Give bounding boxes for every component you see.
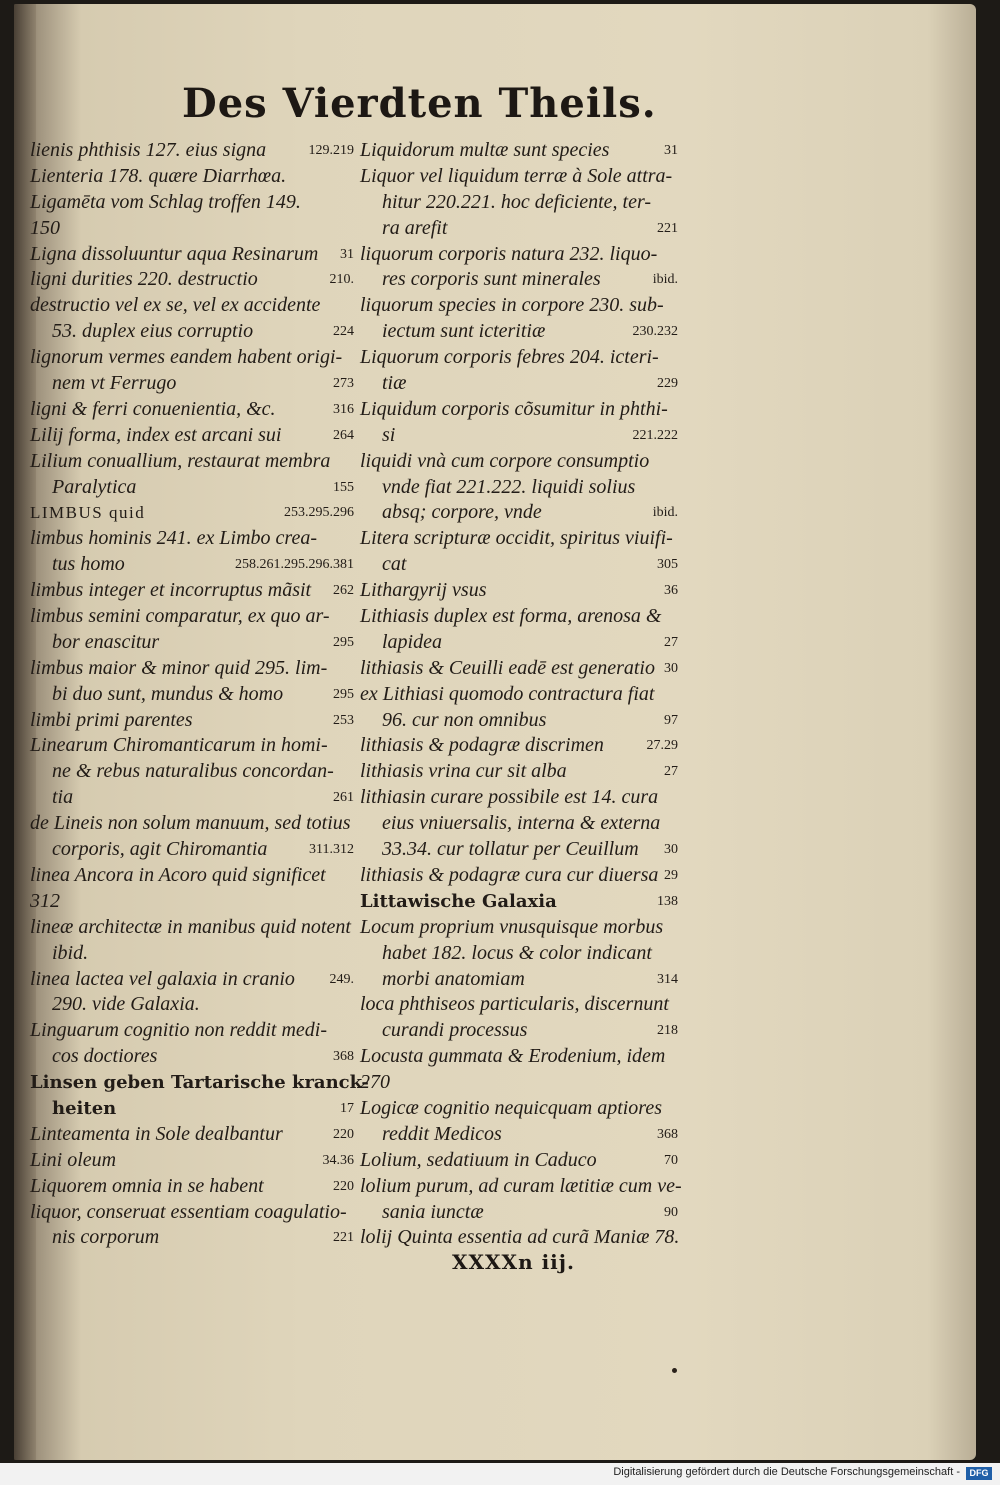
index-entry-page-ref: 27 <box>664 634 678 650</box>
index-entry-page-ref: 30 <box>664 660 678 676</box>
index-entry-page-ref: 368 <box>333 1049 354 1065</box>
index-entry <box>360 552 678 578</box>
index-entry <box>360 656 678 682</box>
index-entry-page-ref: 253.295.296 <box>284 505 354 521</box>
index-entry <box>30 733 354 759</box>
signature-mark: XXXXn iij. <box>452 1250 575 1274</box>
index-entry-page-ref: 218 <box>657 1023 678 1039</box>
index-entry-text: nis corporum <box>52 1226 160 1249</box>
index-entry-page-ref: 220 <box>333 1126 354 1142</box>
index-entry-text: lithiasin curare possibile est 14. cura <box>360 786 659 809</box>
index-entry-text: lolium purum, ad curam lætitiæ cum ve- <box>360 1174 682 1197</box>
index-entry <box>360 423 678 449</box>
index-entry-text: Liquorem omnia in se habent <box>30 1174 264 1197</box>
index-entry-page-ref: 29 <box>664 867 678 883</box>
index-entry <box>360 604 678 630</box>
index-entry <box>30 500 354 526</box>
index-entry <box>360 578 678 604</box>
index-entry <box>360 682 678 708</box>
index-entry-page-ref: 229 <box>657 376 678 392</box>
index-entry <box>360 1018 678 1044</box>
index-entry-text: reddit Medicos <box>382 1122 502 1145</box>
index-entry-page-ref: 221 <box>333 1230 354 1246</box>
index-entry <box>30 475 354 501</box>
index-entry-page-ref: 36 <box>664 583 678 599</box>
index-entry-text: Paralytica <box>52 475 137 498</box>
index-entry-text: limbus integer et incorruptus mãsit <box>30 579 312 602</box>
index-entry <box>360 371 678 397</box>
index-entry-page-ref: 295 <box>333 634 354 650</box>
index-entry <box>30 397 354 423</box>
index-entry <box>30 138 354 164</box>
index-entry <box>360 992 678 1018</box>
index-entry <box>360 293 678 319</box>
index-entry <box>30 656 354 682</box>
index-entry <box>360 190 678 216</box>
index-entry <box>360 967 678 993</box>
index-entry-page-ref: 224 <box>333 324 354 340</box>
index-entry-text: Lolium, sedatiuum in Caduco <box>360 1148 597 1171</box>
index-entry <box>30 371 354 397</box>
index-entry-text: Liquor vel liquidum terræ à Sole attra- <box>360 164 673 187</box>
index-entry-page-ref: 97 <box>664 712 678 728</box>
index-entry <box>360 500 678 526</box>
index-entry-page-ref: 31 <box>340 246 354 262</box>
index-entry <box>360 811 678 837</box>
index-entry-text: 312 <box>30 889 60 912</box>
index-entry-text: LIMBUS quid <box>30 503 146 523</box>
index-entry <box>30 863 354 889</box>
index-entry <box>30 630 354 656</box>
index-entry-page-ref: 70 <box>664 1152 678 1168</box>
index-entry <box>30 190 354 216</box>
index-entry-text: ne & rebus naturalibus concordan- <box>52 760 334 783</box>
index-entry-page-ref: 258.261.295.296.381 <box>235 557 354 573</box>
index-entry-text: habet 182. locus & color indicant <box>382 941 652 964</box>
index-entry-text: ex Lithiasi quomodo contractura fiat <box>360 682 655 705</box>
index-entry <box>360 708 678 734</box>
index-entry <box>360 1096 678 1122</box>
index-entry-page-ref: 262 <box>333 583 354 599</box>
index-entry <box>30 1148 354 1174</box>
index-entry-text: lignorum vermes eandem habent origi- <box>30 346 343 369</box>
index-entry <box>30 811 354 837</box>
index-entry-text: cos doctiores <box>52 1045 158 1068</box>
index-entry-page-ref: 311.312 <box>309 842 354 858</box>
index-entry-text: limbus semini comparatur, ex quo ar- <box>30 605 330 628</box>
index-entry-page-ref: 261 <box>333 790 354 806</box>
index-entry-text: tus homo <box>52 553 125 576</box>
index-entry-page-ref: 210. <box>329 272 354 288</box>
index-entry-text: Locum proprium vnusquisque morbus <box>360 915 664 938</box>
index-entry-text: morbi anatomiam <box>382 967 525 990</box>
index-entry-page-ref: 30 <box>664 842 678 858</box>
index-entry-text: limbus maior & minor quid 295. lim- <box>30 656 328 679</box>
index-entry-page-ref: 253 <box>333 712 354 728</box>
index-entry-text: lolij Quinta essentia ad curã Maniæ 78. <box>360 1226 680 1249</box>
index-entry <box>360 475 678 501</box>
index-entry-text: tia <box>52 786 74 809</box>
index-entry-page-ref: 249. <box>329 971 354 987</box>
index-entry <box>30 1174 354 1200</box>
index-entry-page-ref: 273 <box>333 376 354 392</box>
index-entry <box>30 604 354 630</box>
index-entry-text: curandi processus <box>382 1019 528 1042</box>
index-entry-text: 290. vide Galaxia. <box>52 993 200 1016</box>
index-entry-text: heiten <box>52 1097 117 1119</box>
index-entry-text: linea Ancora in Acoro quid significet <box>30 863 326 886</box>
index-entry-page-ref: 368 <box>657 1126 678 1142</box>
index-entry <box>30 967 354 993</box>
index-entry-text: Lilij forma, index est arcani sui <box>30 423 282 446</box>
index-entry-page-ref: 264 <box>333 427 354 443</box>
index-entry-text: Lini oleum <box>30 1148 117 1171</box>
index-entry <box>360 242 678 268</box>
index-entry-page-ref: 295 <box>333 686 354 702</box>
index-entry <box>30 449 354 475</box>
index-entry-page-ref: 17 <box>340 1100 354 1116</box>
index-entry <box>30 915 354 941</box>
index-entry-text: Lithargyrij vsus <box>360 579 487 602</box>
index-entry-page-ref: 27.29 <box>646 738 678 754</box>
index-entry <box>360 164 678 190</box>
index-entry-text: ligni durities 220. destructio <box>30 268 258 291</box>
index-entry-page-ref: ibid. <box>652 272 678 288</box>
index-entry-text: nem vt Ferrugo <box>52 372 177 395</box>
index-entry-text: limbus hominis 241. ex Limbo crea- <box>30 527 318 550</box>
index-entry-text: Linsen geben Tartarische kranck- <box>30 1072 369 1094</box>
index-entry <box>360 345 678 371</box>
index-entry <box>30 682 354 708</box>
index-entry-page-ref: 314 <box>657 971 678 987</box>
index-entry-page-ref: 34.36 <box>322 1152 354 1168</box>
index-entry <box>30 423 354 449</box>
index-entry-text: absq; corpore, vnde <box>382 501 542 524</box>
index-entry <box>30 578 354 604</box>
index-entry-text: Locusta gummata & Erodenium, idem <box>360 1045 666 1068</box>
index-entry-text: res corporis sunt minerales <box>382 268 601 291</box>
index-entry-text: Liquidorum multæ sunt species <box>360 139 610 161</box>
index-entry-text: Liquidum corporis cõsumitur in phthi- <box>360 397 668 420</box>
index-entry-text: eius vniuersalis, interna & externa <box>382 812 661 835</box>
index-entry-text: vnde fiat 221.222. liquidi solius <box>382 475 636 498</box>
index-entry-page-ref: ibid. <box>652 505 678 521</box>
index-entry <box>360 889 678 915</box>
index-entry <box>30 216 354 242</box>
index-entry-page-ref: 155 <box>333 479 354 495</box>
index-column-left <box>30 138 369 1251</box>
index-entry-text: cat <box>382 553 407 576</box>
index-entry-text: corporis, agit Chiromantia <box>52 838 268 861</box>
index-entry <box>30 293 354 319</box>
index-entry-text: ibid. <box>52 941 89 964</box>
index-entry <box>30 708 354 734</box>
index-entry-page-ref: 27 <box>664 764 678 780</box>
index-entry-text: hitur 220.221. hoc deficiente, ter- <box>382 190 651 213</box>
index-entry-text: 96. cur non omnibus <box>382 708 547 731</box>
index-entry <box>30 242 354 268</box>
index-entry <box>30 319 354 345</box>
index-entry-text: Lithiasis duplex est forma, arenosa & <box>360 605 662 628</box>
index-entry <box>360 526 678 552</box>
index-entry <box>30 1018 354 1044</box>
index-entry-text: limbi primi parentes <box>30 708 193 731</box>
index-entry-page-ref: 31 <box>664 143 678 158</box>
index-entry <box>30 345 354 371</box>
index-entry-text: Linearum Chiromanticarum in homi- <box>30 734 328 757</box>
index-entry-text: 270 <box>360 1071 390 1094</box>
index-entry-page-ref: 316 <box>333 401 354 417</box>
index-entry <box>360 863 678 889</box>
index-entry-text: Liquorum corporis febres 204. icteri- <box>360 346 659 369</box>
index-entry-page-ref: 129.219 <box>308 143 354 158</box>
dfg-logo[interactable]: DFG <box>966 1467 992 1480</box>
index-entry-text: lithiasis vrina cur sit alba <box>360 760 567 783</box>
index-entry-text: Ligna dissoluuntur aqua Resinarum <box>30 242 319 265</box>
footer-bar <box>0 1463 1000 1485</box>
index-entry <box>30 889 354 915</box>
index-entry <box>360 1174 682 1200</box>
index-entry-text: lithiasis & podagræ cura cur diuersa <box>360 863 659 886</box>
index-entry-text: linea lactea vel galaxia in cranio <box>30 967 295 990</box>
index-entry-text: Lilium conuallium, restaurat membra <box>30 449 331 472</box>
index-entry-page-ref: 138 <box>657 893 678 909</box>
index-entry <box>30 1070 369 1096</box>
index-entry <box>360 733 678 759</box>
index-entry <box>360 1122 678 1148</box>
index-entry <box>30 837 354 863</box>
index-entry-text: lithiasis & podagræ discrimen <box>360 734 604 757</box>
index-entry <box>30 785 354 811</box>
index-entry-text: lineæ architectæ in manibus quid notent <box>30 915 351 938</box>
index-entry-text: iectum sunt icteritiæ <box>382 320 546 343</box>
index-entry-text: liquidi vnà cum corpore consumptio <box>360 449 650 472</box>
index-entry <box>360 941 678 967</box>
index-entry-text: bi duo sunt, mundus & homo <box>52 682 284 705</box>
index-entry <box>30 552 354 578</box>
index-entry <box>30 526 354 552</box>
index-entry-text: Littawische Galaxia <box>360 890 557 912</box>
index-entry <box>30 759 354 785</box>
index-entry-text: loca phthiseos particularis, discernunt <box>360 993 669 1016</box>
index-column-right <box>360 138 682 1251</box>
index-entry <box>360 915 678 941</box>
index-entry-text: lapidea <box>382 630 442 653</box>
index-entry-text: ligni & ferri conuenientia, &c. <box>30 397 276 420</box>
index-entry <box>30 1122 354 1148</box>
index-entry-text: lithiasis & Ceuilli eadē est generatio <box>360 656 655 679</box>
index-entry <box>360 785 678 811</box>
index-entry-text: liquorum species in corpore 230. sub- <box>360 294 664 317</box>
index-entry-text: sania iunctæ <box>382 1200 484 1223</box>
index-entry <box>30 1200 354 1226</box>
index-entry-text: lienis phthisis 127. eius signa <box>30 139 267 161</box>
index-entry <box>360 837 678 863</box>
index-entry <box>360 759 678 785</box>
index-entry-text: Litera scripturæ occidit, spiritus viuifi- <box>360 527 673 550</box>
index-entry-page-ref: 90 <box>664 1204 678 1220</box>
page-running-head: Des Vierdten Theils. <box>182 80 657 127</box>
index-entry <box>30 992 354 1018</box>
index-entry <box>360 1148 678 1174</box>
index-entry-text: Ligamēta vom Schlag troffen 149. <box>30 190 301 213</box>
index-entry <box>30 941 354 967</box>
index-entry <box>360 216 678 242</box>
index-entry <box>30 164 354 190</box>
index-entry <box>30 1044 354 1070</box>
index-entry <box>360 319 678 345</box>
index-entry-text: destructio vel ex se, vel ex accidente <box>30 294 321 317</box>
index-entry-page-ref: 221.222 <box>632 427 678 443</box>
index-entry-page-ref: 221 <box>657 220 678 236</box>
index-entry-page-ref: 220 <box>333 1178 354 1194</box>
index-entry <box>360 1070 678 1096</box>
index-entry-text: Linteamenta in Sole dealbantur <box>30 1122 283 1145</box>
index-entry <box>360 267 678 293</box>
funding-note: Digitalisierung gefördert durch die Deutsche Forschungsgemeinschaft - <box>613 1466 960 1478</box>
ink-speck <box>672 1368 677 1373</box>
index-entry-text: 33.34. cur tollatur per Ceuillum <box>382 838 639 861</box>
index-entry-text: tiæ <box>382 372 407 395</box>
index-entry <box>360 630 678 656</box>
index-entry-text: Lienteria 178. quære Diarrhœa. <box>30 164 287 187</box>
index-entry <box>360 397 678 423</box>
index-entry <box>360 1225 678 1251</box>
index-entry-text: de Lineis non solum manuum, sed totius <box>30 812 351 835</box>
index-entry-text: Logicæ cognitio nequicquam aptiores <box>360 1096 663 1119</box>
index-entry-text: si <box>382 423 396 446</box>
index-entry-page-ref: 305 <box>657 557 678 573</box>
index-entry <box>360 1200 678 1226</box>
index-entry <box>30 1225 354 1251</box>
index-entry-text: 150 <box>30 216 60 239</box>
index-entry-text: liquorum corporis natura 232. liquo- <box>360 242 658 265</box>
index-entry <box>360 138 678 164</box>
index-entry-text: ra arefit <box>382 216 448 239</box>
index-entry-text: liquor, conseruat essentiam coagulatio- <box>30 1200 347 1223</box>
index-entry-text: bor enascitur <box>52 630 160 653</box>
index-entry <box>30 267 354 293</box>
index-entry-page-ref: 230.232 <box>632 324 678 340</box>
index-entry-text: Linguarum cognitio non reddit medi- <box>30 1019 328 1042</box>
index-entry <box>360 449 678 475</box>
index-entry <box>360 1044 678 1070</box>
index-entry-text: 53. duplex eius corruptio <box>52 320 254 343</box>
index-entry <box>30 1096 354 1122</box>
